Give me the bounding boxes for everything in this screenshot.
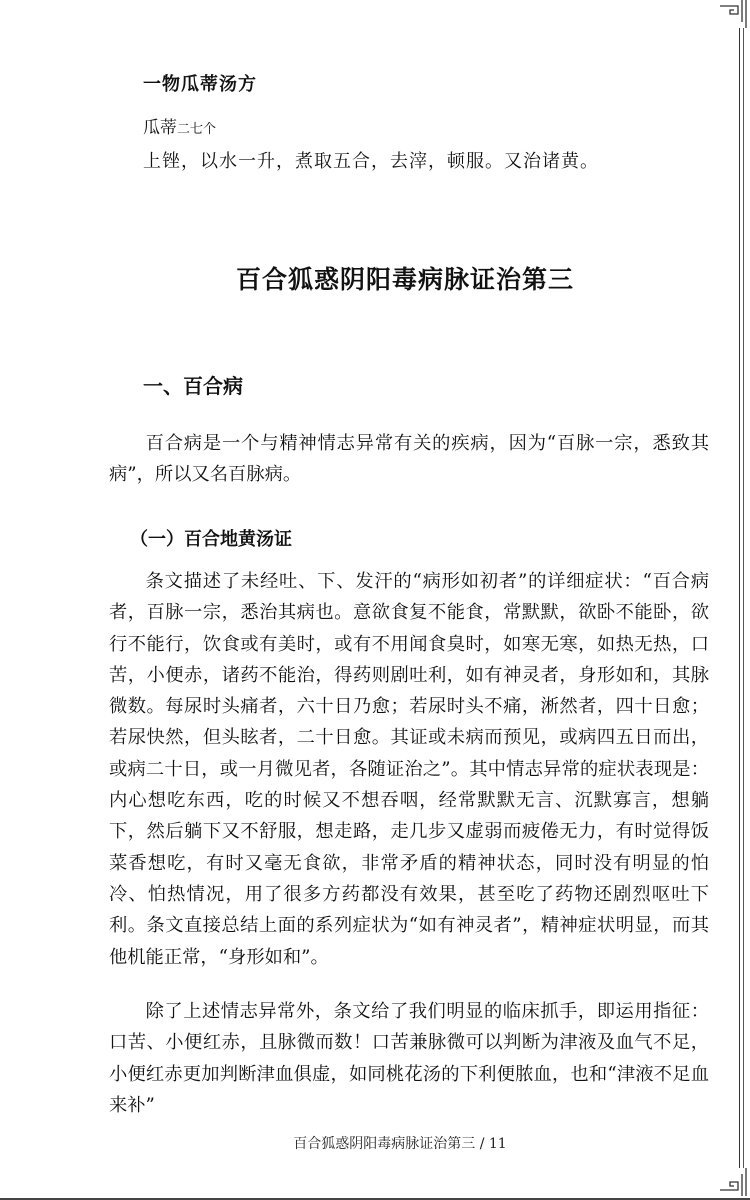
page-footer: [0, 1133, 750, 1153]
page-number: 11: [488, 1136, 507, 1152]
formula-method: 上锉，以水一升，煮取五合，去滓，顿服。又治诸黄。: [143, 151, 599, 172]
corner-ornament-icon: [720, 1168, 748, 1196]
page-border-line-inner: [743, 28, 744, 1168]
formula-title: 一物瓜蒂汤方: [143, 74, 257, 95]
page-border-line: [739, 28, 740, 1168]
subsection-heading: （一）百合地黄汤证: [130, 529, 292, 550]
ingredient-dose: 二七个: [177, 122, 217, 137]
footer-separator: /: [479, 1136, 485, 1152]
body-paragraph: 除了上述情志异常外，条文给了我们明显的临床抓手，即运用指征：口苦、小便红赤，且脉微而数！口苦兼脉微可以判断为津液及血气不足，小便红赤更加判断津血俱虚，如同桃花汤的下利便脓血，也和“津液不足血来补”: [109, 1001, 709, 1116]
section-heading: 一、百合病: [143, 374, 243, 398]
ingredient-name: 瓜蒂: [143, 118, 177, 138]
running-title: 百合狐惑阴阳毒病脉证治第三: [293, 1136, 476, 1152]
chapter-title: 百合狐惑阴阳毒病脉证治第三: [235, 265, 574, 294]
body-paragraph: 条文描述了未经吐、下、发汗的“病形如初者”的详细症状：“百合病者，百脉一宗，悉治其病也。意欲食复不能食，常默默，欲卧不能卧，欲行不能行，饮食或有美时，或有不用闻食臭时，如寒无寒，如热无热，口苦，小便赤，诸药不能治，得药则剧吐利，如有神灵者，身形如和，其脉微数。每尿时头痛者，六十日乃愈；若尿时头不痛，淅然者，四十日愈；若尿快然，但头眩者，二十日愈。其证或未病而预见，或病四五日而出，或病二十日，或一月微见者，各随证治之”。其中情志异常的症状表现是：内心想吃东西，吃的时候又不想吞咽，经常默默无言、沉默寡言，想躺下，然后躺下又不舒服，想走路，走几步又虚弱而疲倦无力，有时觉得饭菜香想吃，有时又毫无食欲，非常矛盾的精神状态，同时没有明显的怕冷、怕热情况，用了很多方药都没有效果，甚至吃了药物还剧烈呕吐下利。条文直接总结上面的系列症状为“如有神灵者”，精神症状明显，而其他机能正常，“身形如和”。: [109, 571, 709, 968]
intro-paragraph: 百合病是一个与精神情志异常有关的疾病，因为“百脉一宗，悉致其病”，所以又名百脉病。: [109, 433, 709, 486]
formula-ingredient: [143, 113, 216, 138]
corner-ornament-icon: [720, 0, 748, 28]
